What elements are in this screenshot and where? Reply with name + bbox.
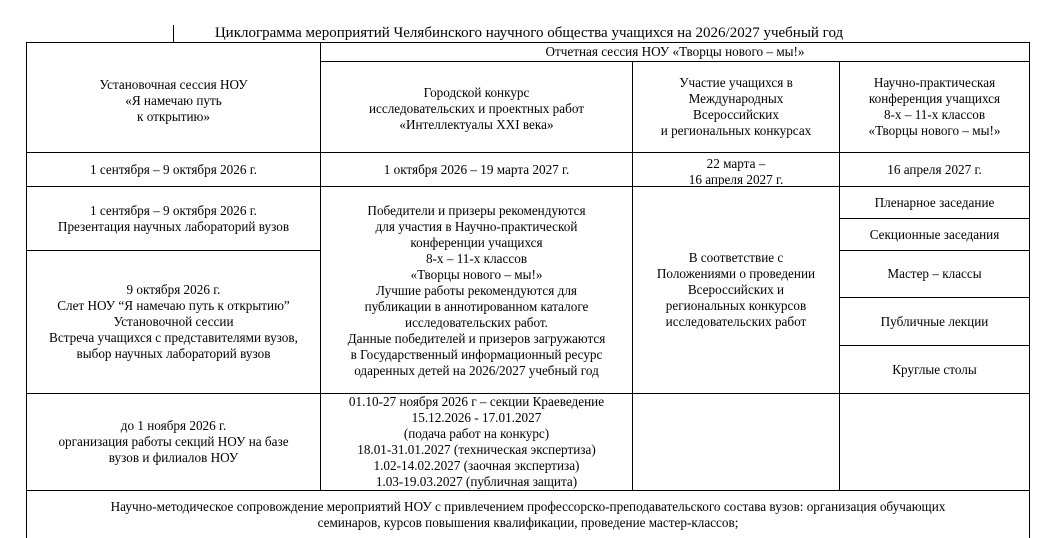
labs-presentation-text: 1 сентября – 9 октября 2026 г. Презентация научных лабораторий вузов xyxy=(57,202,290,234)
labs-presentation xyxy=(26,186,320,250)
conference-item-masterclasses xyxy=(839,250,1030,297)
conference-item-round-tables xyxy=(839,345,1030,393)
header-installation-session xyxy=(26,42,320,152)
methodical-support xyxy=(26,490,1030,538)
document-title: Циклограмма мероприятий Челябинского научного общества учащихся на 2026/2027 учебный год xyxy=(214,25,844,41)
header-city-contest-text: Городской конкурс исследовательских и проектных работ «Интеллектуалы XXI века» xyxy=(368,85,585,132)
date-contests-participation xyxy=(632,152,839,186)
header-contests-participation xyxy=(632,61,839,152)
winners-recommendation xyxy=(320,186,632,393)
header-reporting-session xyxy=(320,42,1030,61)
empty-cell-conference xyxy=(839,393,1030,490)
sections-organization-text: до 1 ноября 2026 г. организация работы секций НОУ на базе вузов и филиалов НОУ xyxy=(58,418,289,465)
contest-schedule xyxy=(320,393,632,490)
sections-organization xyxy=(26,393,320,490)
contests-regulations xyxy=(632,186,839,393)
winners-recommendation-text: Победители и призеры рекомендуются для участия в Научно-практической конференции учащихся 8-х – 11-х классов «Творцы нового – мы!» Лучшие работы рекомендуются для публикации в аннотированном каталоге исследовательских работ. Данные победителей и призеров загружаются в Государственный информационный ресурс одаренных детей на 2026/2027 учебный год xyxy=(347,203,606,378)
date-installation-session xyxy=(26,152,320,186)
header-city-contest xyxy=(320,61,632,152)
date-installation-session-text: 1 сентября – 9 октября 2026 г. xyxy=(90,161,257,177)
contests-regulations-text: В соответствие с Положениями о проведении Всероссийских и региональных конкурсов исследовательских работ xyxy=(656,250,816,329)
conference-item-masterclasses-text: Мастер – классы xyxy=(887,266,982,281)
date-conference xyxy=(839,152,1030,186)
rally-meeting-text: 9 октября 2026 г. Слет НОУ “Я намечаю путь к открытию” Установочной сессии Встреча учащихся с представителями вузов, выбор научных лабораторий вузов xyxy=(49,282,298,361)
conference-item-lectures-text: Публичные лекции xyxy=(880,313,989,329)
conference-item-sections-text: Секционные заседания xyxy=(869,226,1000,242)
conference-item-plenary xyxy=(839,186,1030,218)
date-city-contest xyxy=(320,152,632,186)
header-reporting-session-text: Отчетная сессия НОУ «Творцы нового – мы!» xyxy=(545,44,805,59)
rally-meeting xyxy=(26,250,320,393)
text-cursor xyxy=(173,25,174,42)
methodical-support-text: Научно-методическое сопровождение мероприятий НОУ с привлечением профессорско-преподавательского состава вузов: организация обучающих семинаров, курсов повышения квалификации, проведение мастер-классов; xyxy=(110,499,946,530)
header-installation-session-text: Установочная сессия НОУ «Я намечаю путь к открытию» xyxy=(99,76,248,124)
conference-item-plenary-text: Пленарное заседание xyxy=(874,194,995,210)
header-conference-text: Научно-практическая конференция учащихся 8-х – 11-х классов «Творцы нового – мы!» xyxy=(868,75,1001,138)
header-conference xyxy=(839,61,1030,152)
date-contests-participation-text: 22 марта – 16 апреля 2027 г. xyxy=(688,155,784,186)
date-city-contest-text: 1 октября 2026 – 19 марта 2027 г. xyxy=(383,161,570,177)
contest-schedule-text: 01.10-27 ноября 2026 г – секции Краеведение 15.12.2026 - 17.01.2027 (подача работ на конкурс) 18.01-31.01.2027 (техническая экспертиза) 1.02-14.02.2027 (заочная экспертиза) 1.03-19.03.2027 (публичная защита) xyxy=(348,394,605,489)
header-contests-participation-text: Участие учащихся в Международных Всероссийских и региональных конкурсах xyxy=(660,75,812,138)
conference-item-lectures xyxy=(839,297,1030,345)
date-conference-text: 16 апреля 2027 г. xyxy=(887,161,982,177)
conference-item-round-tables-text: Круглые столы xyxy=(892,361,977,377)
empty-cell-contests xyxy=(632,393,839,490)
conference-item-sections xyxy=(839,218,1030,250)
